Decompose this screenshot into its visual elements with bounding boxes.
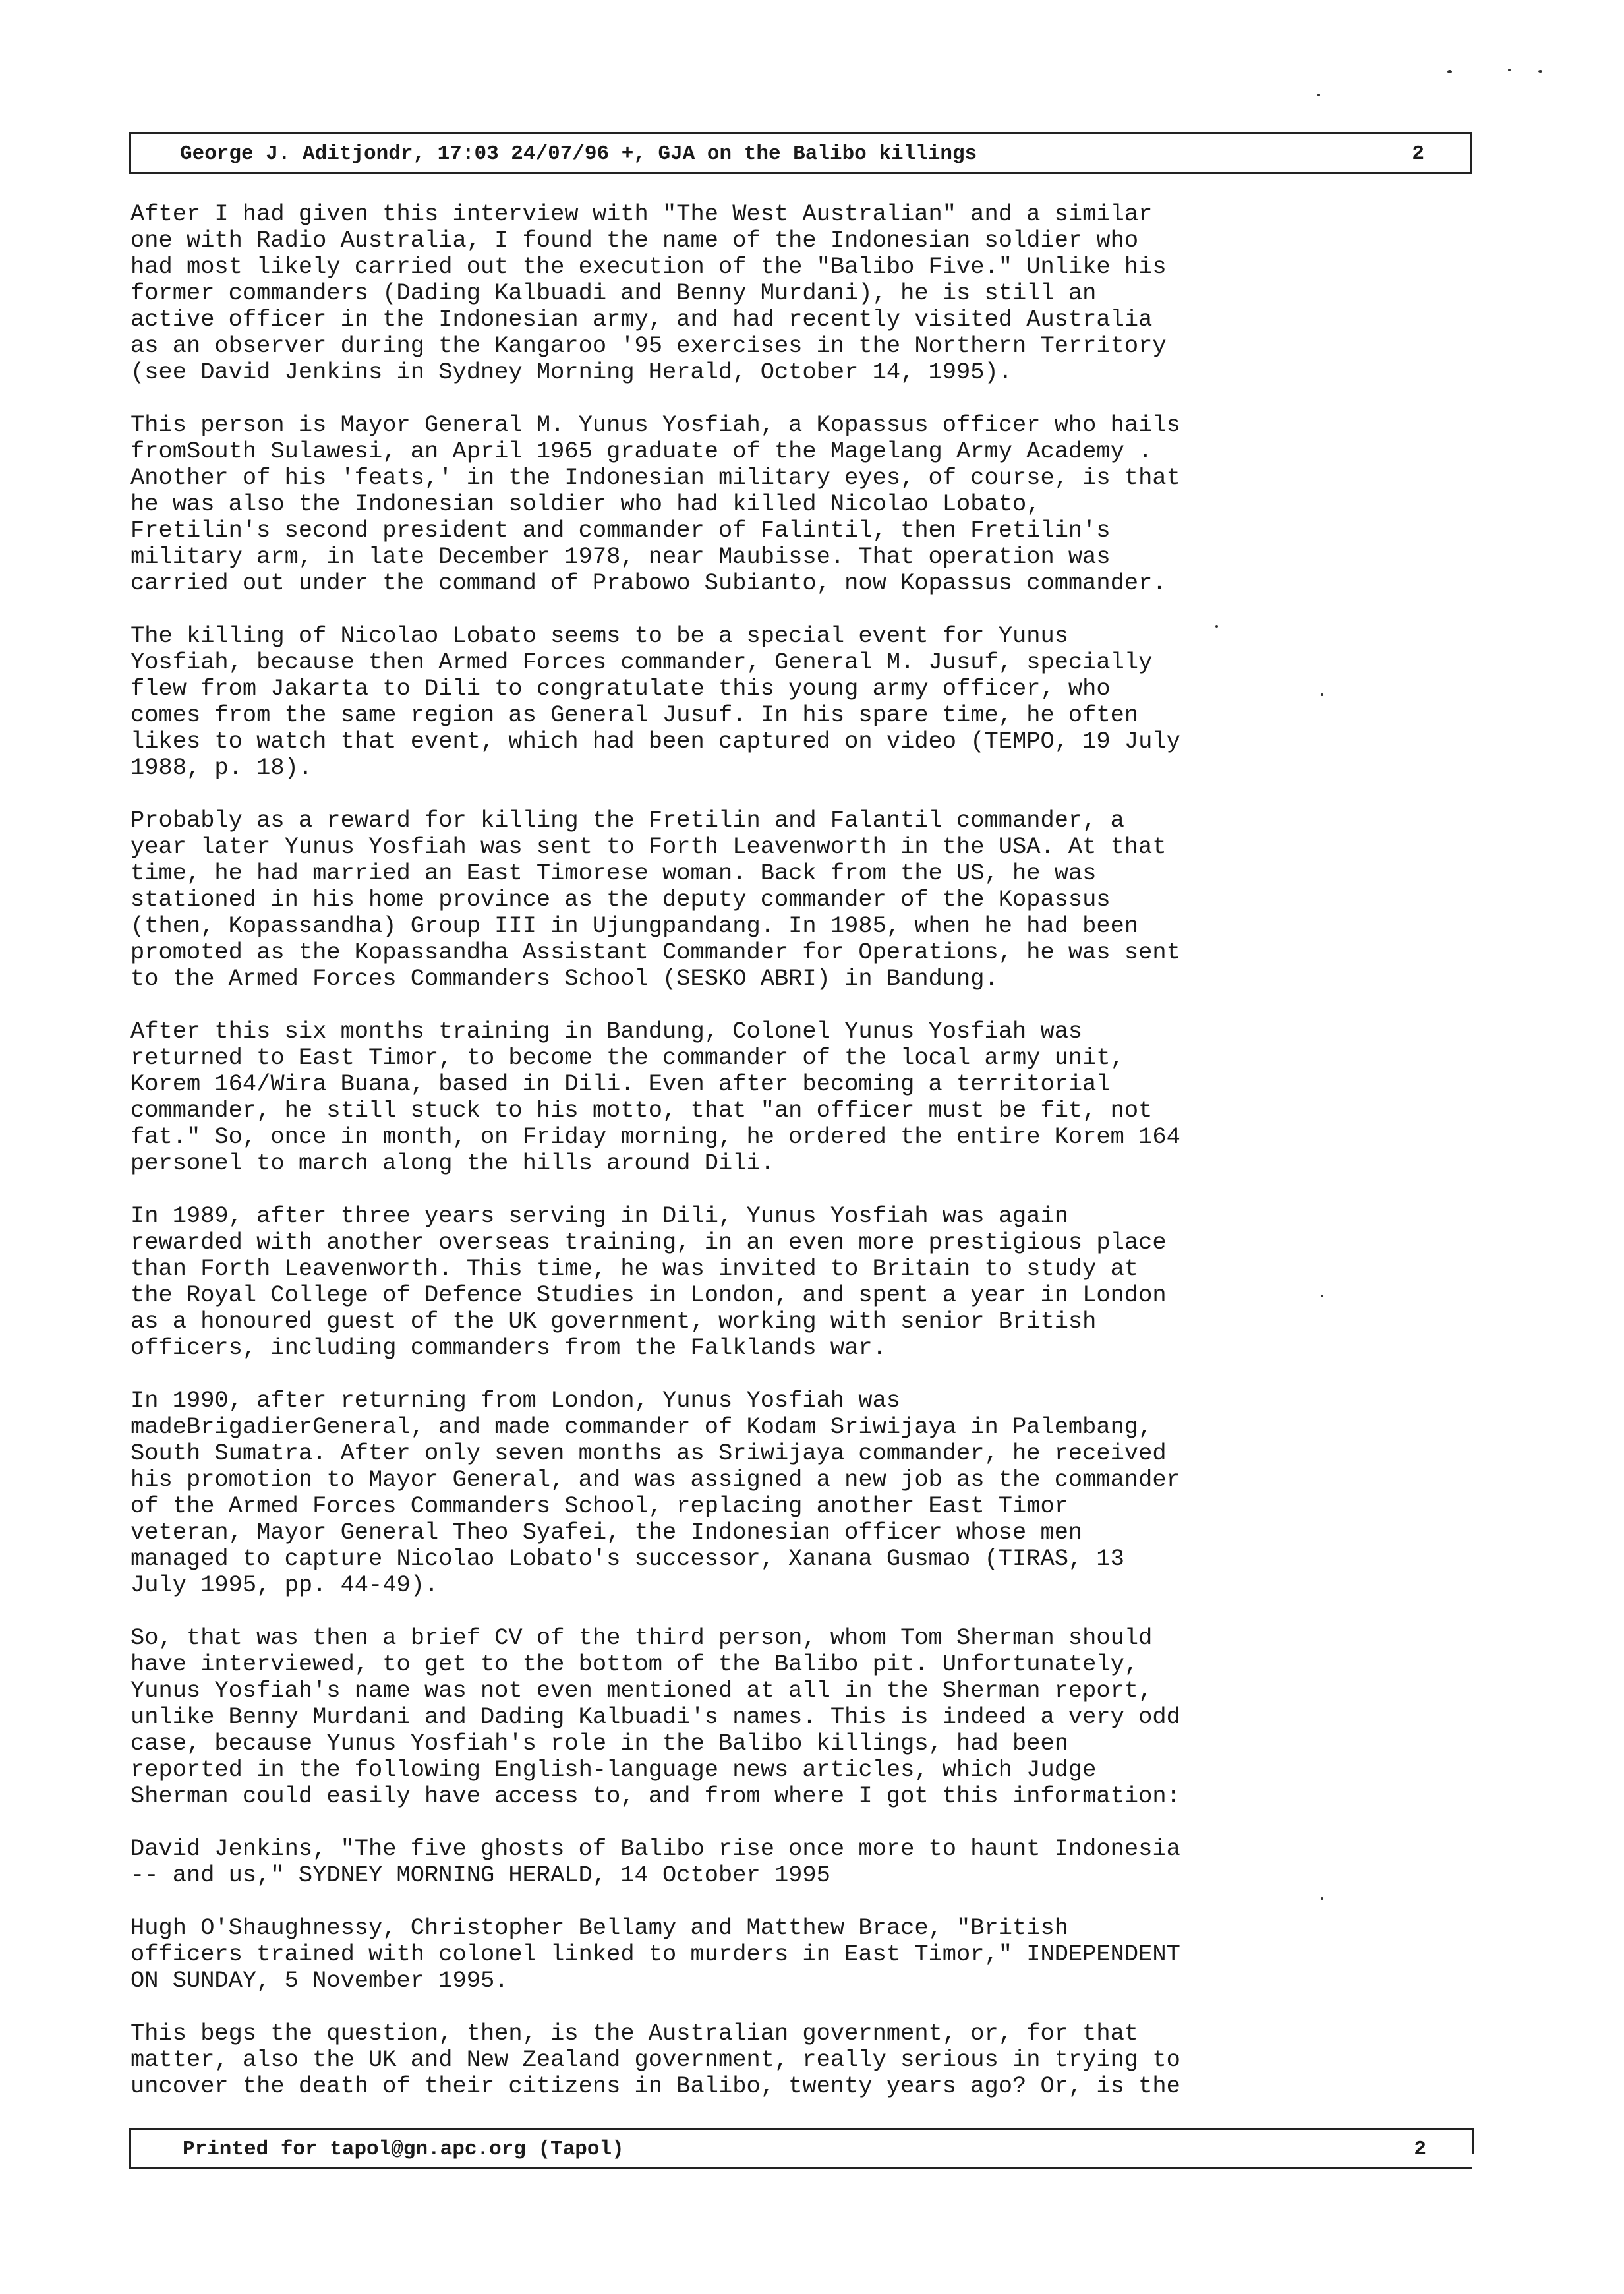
text-line: fromSouth Sulawesi, an April 1965 graduate of the Magelang Army Academy . [130, 438, 1153, 465]
text-line: unlike Benny Murdani and Dading Kalbuadi's names. This is indeed a very odd [130, 1704, 1180, 1730]
text-line: commander, he still stuck to his motto, that "an officer must be fit, not [130, 1098, 1153, 1124]
text-line: had most likely carried out the execution of the "Balibo Five." Unlike his [130, 254, 1167, 280]
text-line: In 1990, after returning from London, Yunus Yosfiah was [130, 1388, 901, 1414]
scan-speck [1447, 70, 1452, 73]
text-line: officers, including commanders from the Falklands war. [130, 1335, 886, 1361]
text-line: fat." So, once in month, on Friday morning, he ordered the entire Korem 164 [130, 1124, 1180, 1150]
text-line: time, he had married an East Timorese woman. Back from the US, he was [130, 860, 1097, 887]
text-line: Fretilin's second president and commander of Falintil, then Fretilin's [130, 517, 1111, 544]
text-line: carried out under the command of Prabowo Subianto, now Kopassus commander. [130, 570, 1167, 597]
text-line: personel to march along the hills around Dili. [130, 1150, 774, 1177]
text-line: his promotion to Mayor General, and was assigned a new job as the commander [130, 1467, 1180, 1493]
text-line: comes from the same region as General Jusuf. In his spare time, he often [130, 702, 1139, 728]
text-line: Another of his 'feats,' in the Indonesian military eyes, of course, is that [130, 465, 1180, 491]
text-line: stationed in his home province as the deputy commander of the Kopassus [130, 887, 1111, 913]
text-line: to the Armed Forces Commanders School (SESKO ABRI) in Bandung. [130, 966, 999, 992]
scan-speck [1508, 69, 1511, 71]
text-line: matter, also the UK and New Zealand government, really serious in trying to [130, 2047, 1180, 2073]
text-line: Hugh O'Shaughnessy, Christopher Bellamy and Matthew Brace, "British [130, 1915, 1068, 1941]
text-line: -- and us," SYDNEY MORNING HERALD, 14 October 1995 [130, 1862, 830, 1889]
text-line: he was also the Indonesian soldier who had killed Nicolao Lobato, [130, 491, 1041, 517]
text-line: officers trained with colonel linked to murders in East Timor," INDEPENDENT [130, 1941, 1180, 1968]
text-line: After this six months training in Bandung, Colonel Yunus Yosfiah was [130, 1018, 1083, 1045]
paragraph [130, 1388, 1455, 1599]
text-line: (see David Jenkins in Sydney Morning Herald, October 14, 1995). [130, 359, 1012, 386]
document-body [130, 201, 1455, 2126]
paragraph [130, 412, 1455, 597]
text-line: Probably as a reward for killing the Fretilin and Falantil commander, a [130, 808, 1124, 834]
paragraph [130, 1836, 1455, 1889]
text-line: case, because Yunus Yosfiah's role in the Balibo killings, had been [130, 1730, 1068, 1757]
text-line: madeBrigadierGeneral, and made commander of Kodam Sriwijaya in Palembang, [130, 1414, 1153, 1440]
text-line: returned to East Timor, to become the commander of the local army unit, [130, 1045, 1124, 1071]
footer-title: Printed for tapol@gn.apc.org (Tapol) [183, 2138, 624, 2161]
paragraph [130, 808, 1455, 992]
text-line: 1988, p. 18). [130, 755, 313, 781]
text-line: reported in the following English-language news articles, which Judge [130, 1757, 1097, 1783]
paragraph [130, 2020, 1455, 2100]
paragraph [130, 1203, 1455, 1361]
text-line: managed to capture Nicolao Lobato's successor, Xanana Gusmao (TIRAS, 13 [130, 1546, 1124, 1572]
text-line: than Forth Leavenworth. This time, he was invited to Britain to study at [130, 1256, 1139, 1282]
text-line: (then, Kopassandha) Group III in Ujungpandang. In 1985, when he had been [130, 913, 1139, 939]
header-title: George J. Aditjondr, 17:03 24/07/96 +, GJA on the Balibo killings [180, 142, 977, 165]
text-line: military arm, in late December 1978, near Maubisse. That operation was [130, 544, 1111, 570]
text-line: uncover the death of their citizens in Balibo, twenty years ago? Or, is the [130, 2073, 1180, 2100]
text-line: Korem 164/Wira Buana, based in Dili. Even after becoming a territorial [130, 1071, 1111, 1098]
text-line: rewarded with another overseas training, in an even more prestigious place [130, 1229, 1167, 1256]
scan-speck [1317, 94, 1320, 96]
text-line: likes to watch that event, which had been captured on video (TEMPO, 19 July [130, 728, 1180, 755]
text-line: This begs the question, then, is the Australian government, or, for that [130, 2020, 1139, 2047]
text-line: July 1995, pp. 44-49). [130, 1572, 439, 1599]
text-line: In 1989, after three years serving in Dili, Yunus Yosfiah was again [130, 1203, 1068, 1229]
paragraph [130, 1915, 1455, 1994]
text-line: as an observer during the Kangaroo '95 exercises in the Northern Territory [130, 333, 1167, 359]
text-line: This person is Mayor General M. Yunus Yosfiah, a Kopassus officer who hails [130, 412, 1180, 438]
text-line: one with Radio Australia, I found the name of the Indonesian soldier who [130, 227, 1139, 254]
page-header [129, 132, 1472, 174]
text-line: year later Yunus Yosfiah was sent to Forth Leavenworth in the USA. At that [130, 834, 1167, 860]
text-line: South Sumatra. After only seven months as Sriwijaya commander, he received [130, 1440, 1167, 1467]
header-page-number: 2 [1412, 142, 1424, 165]
text-line: veteran, Mayor General Theo Syafei, the Indonesian officer whose men [130, 1519, 1083, 1546]
text-line: David Jenkins, "The five ghosts of Balibo rise once more to haunt Indonesia [130, 1836, 1180, 1862]
text-line: promoted as the Kopassandha Assistant Commander for Operations, he was sent [130, 939, 1180, 966]
text-line: active officer in the Indonesian army, and had recently visited Australia [130, 307, 1153, 333]
text-line: Yosfiah, because then Armed Forces commander, General M. Jusuf, specially [130, 649, 1153, 676]
text-line: ON SUNDAY, 5 November 1995. [130, 1968, 509, 1994]
page-footer [129, 2128, 1472, 2169]
footer-page-number: 2 [1414, 2138, 1426, 2161]
paragraph [130, 623, 1455, 781]
text-line: The killing of Nicolao Lobato seems to be a special event for Yunus [130, 623, 1068, 649]
paragraph [130, 1018, 1455, 1177]
text-line: of the Armed Forces Commanders School, replacing another East Timor [130, 1493, 1068, 1519]
text-line: Sherman could easily have access to, and from where I got this information: [130, 1783, 1180, 1809]
text-line: former commanders (Dading Kalbuadi and Benny Murdani), he is still an [130, 280, 1097, 307]
text-line: After I had given this interview with "The West Australian" and a similar [130, 201, 1153, 227]
scan-speck [1538, 70, 1542, 73]
text-line: So, that was then a brief CV of the third person, whom Tom Sherman should [130, 1625, 1153, 1651]
text-line: Yunus Yosfiah's name was not even mentioned at all in the Sherman report, [130, 1678, 1153, 1704]
text-line: flew from Jakarta to Dili to congratulate this young army officer, who [130, 676, 1111, 702]
paragraph [130, 1625, 1455, 1809]
text-line: have interviewed, to get to the bottom of the Balibo pit. Unfortunately, [130, 1651, 1139, 1678]
text-line: as a honoured guest of the UK government, working with senior British [130, 1309, 1097, 1335]
paragraph [130, 201, 1455, 386]
text-line: the Royal College of Defence Studies in London, and spent a year in London [130, 1282, 1167, 1309]
